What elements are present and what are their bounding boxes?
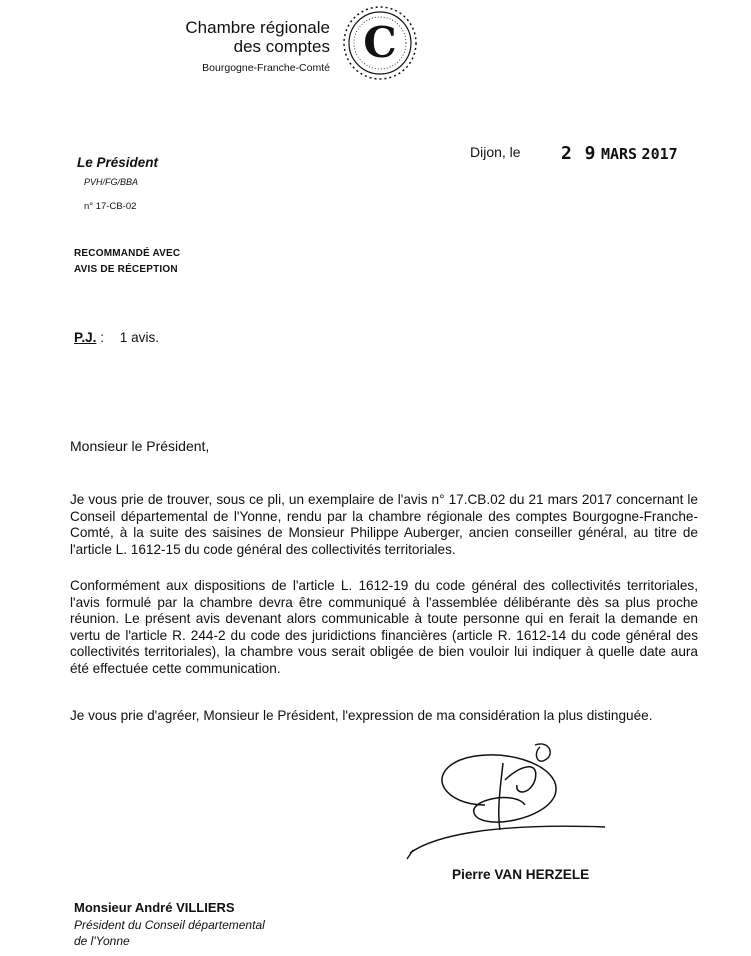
recipient-name: Monsieur André VILLIERS	[74, 900, 235, 915]
salutation: Monsieur le Président,	[70, 438, 210, 454]
recipient-role-line2: de l'Yonne	[74, 934, 130, 948]
stamp-month: MARS	[600, 145, 638, 163]
date-place: Dijon, le	[470, 144, 521, 160]
org-name-line1: Chambre régionale	[185, 18, 330, 37]
delivery-line2: AVIS DE RÉCEPTION	[74, 264, 178, 275]
body-paragraph-2: Conformément aux dispositions de l'article L. 1612-19 du code général des collectivités territoriales, l'avis formulé par la chambre devra être communiqué à l'assemblée délibérante dès sa plus proche réunion. Le présent avis devenant alors communicable à toute personne qui en ferait la demande en vertu de l'article R. 244-2 du code des juridictions financières (article R. 1612-14 du code général des collectivités territoriales), la chambre vous serait obligée de bien vouloir lui indiquer à quelle date aura été effectuée cette communication.	[70, 578, 698, 676]
signatory-name: Pierre VAN HERZELE	[452, 867, 590, 882]
cour-des-comptes-logo	[341, 4, 419, 82]
stamp-year: 2017	[641, 145, 678, 163]
date-stamp	[561, 143, 678, 164]
org-region: Bourgogne-Franche-Comté	[202, 62, 330, 74]
letterhead	[150, 18, 330, 74]
org-name-line2: des comptes	[233, 37, 330, 56]
delivery-line1: RECOMMANDÉ AVEC	[74, 248, 181, 259]
stamp-day: 2 9	[561, 143, 597, 164]
sender-title: Le Président	[77, 155, 159, 170]
body-paragraph-3: Je vous prie d'agréer, Monsieur le Président, l'expression de ma considération la plus distinguée.	[70, 708, 653, 723]
attachment-value: 1 avis.	[119, 330, 160, 345]
body-paragraph-1: Je vous prie de trouver, sous ce pli, un exemplaire de l'avis n° 17.CB.02 du 21 mars 2017 concernant le Conseil départemental de l'Yonne, rendu par la chambre régionale des comptes Bourgogne-Franche-Comté, à la suite des saisines de Monsieur Philippe Auberger, ancien conseiller général, au titre de l'article L. 1612-15 du code général des collectivités territoriales.	[70, 492, 698, 557]
recipient-role-line1: Président du Conseil départemental	[74, 918, 265, 932]
attachment-label: P.J.	[74, 330, 97, 345]
logo-letter: C	[363, 18, 397, 67]
handwritten-signature	[405, 735, 610, 865]
attachment-separator: :	[96, 330, 104, 345]
reference-number: n° 17-CB-02	[84, 201, 137, 212]
reference-initials: PVH/FG/BBA	[84, 177, 139, 187]
attachment	[74, 330, 159, 345]
